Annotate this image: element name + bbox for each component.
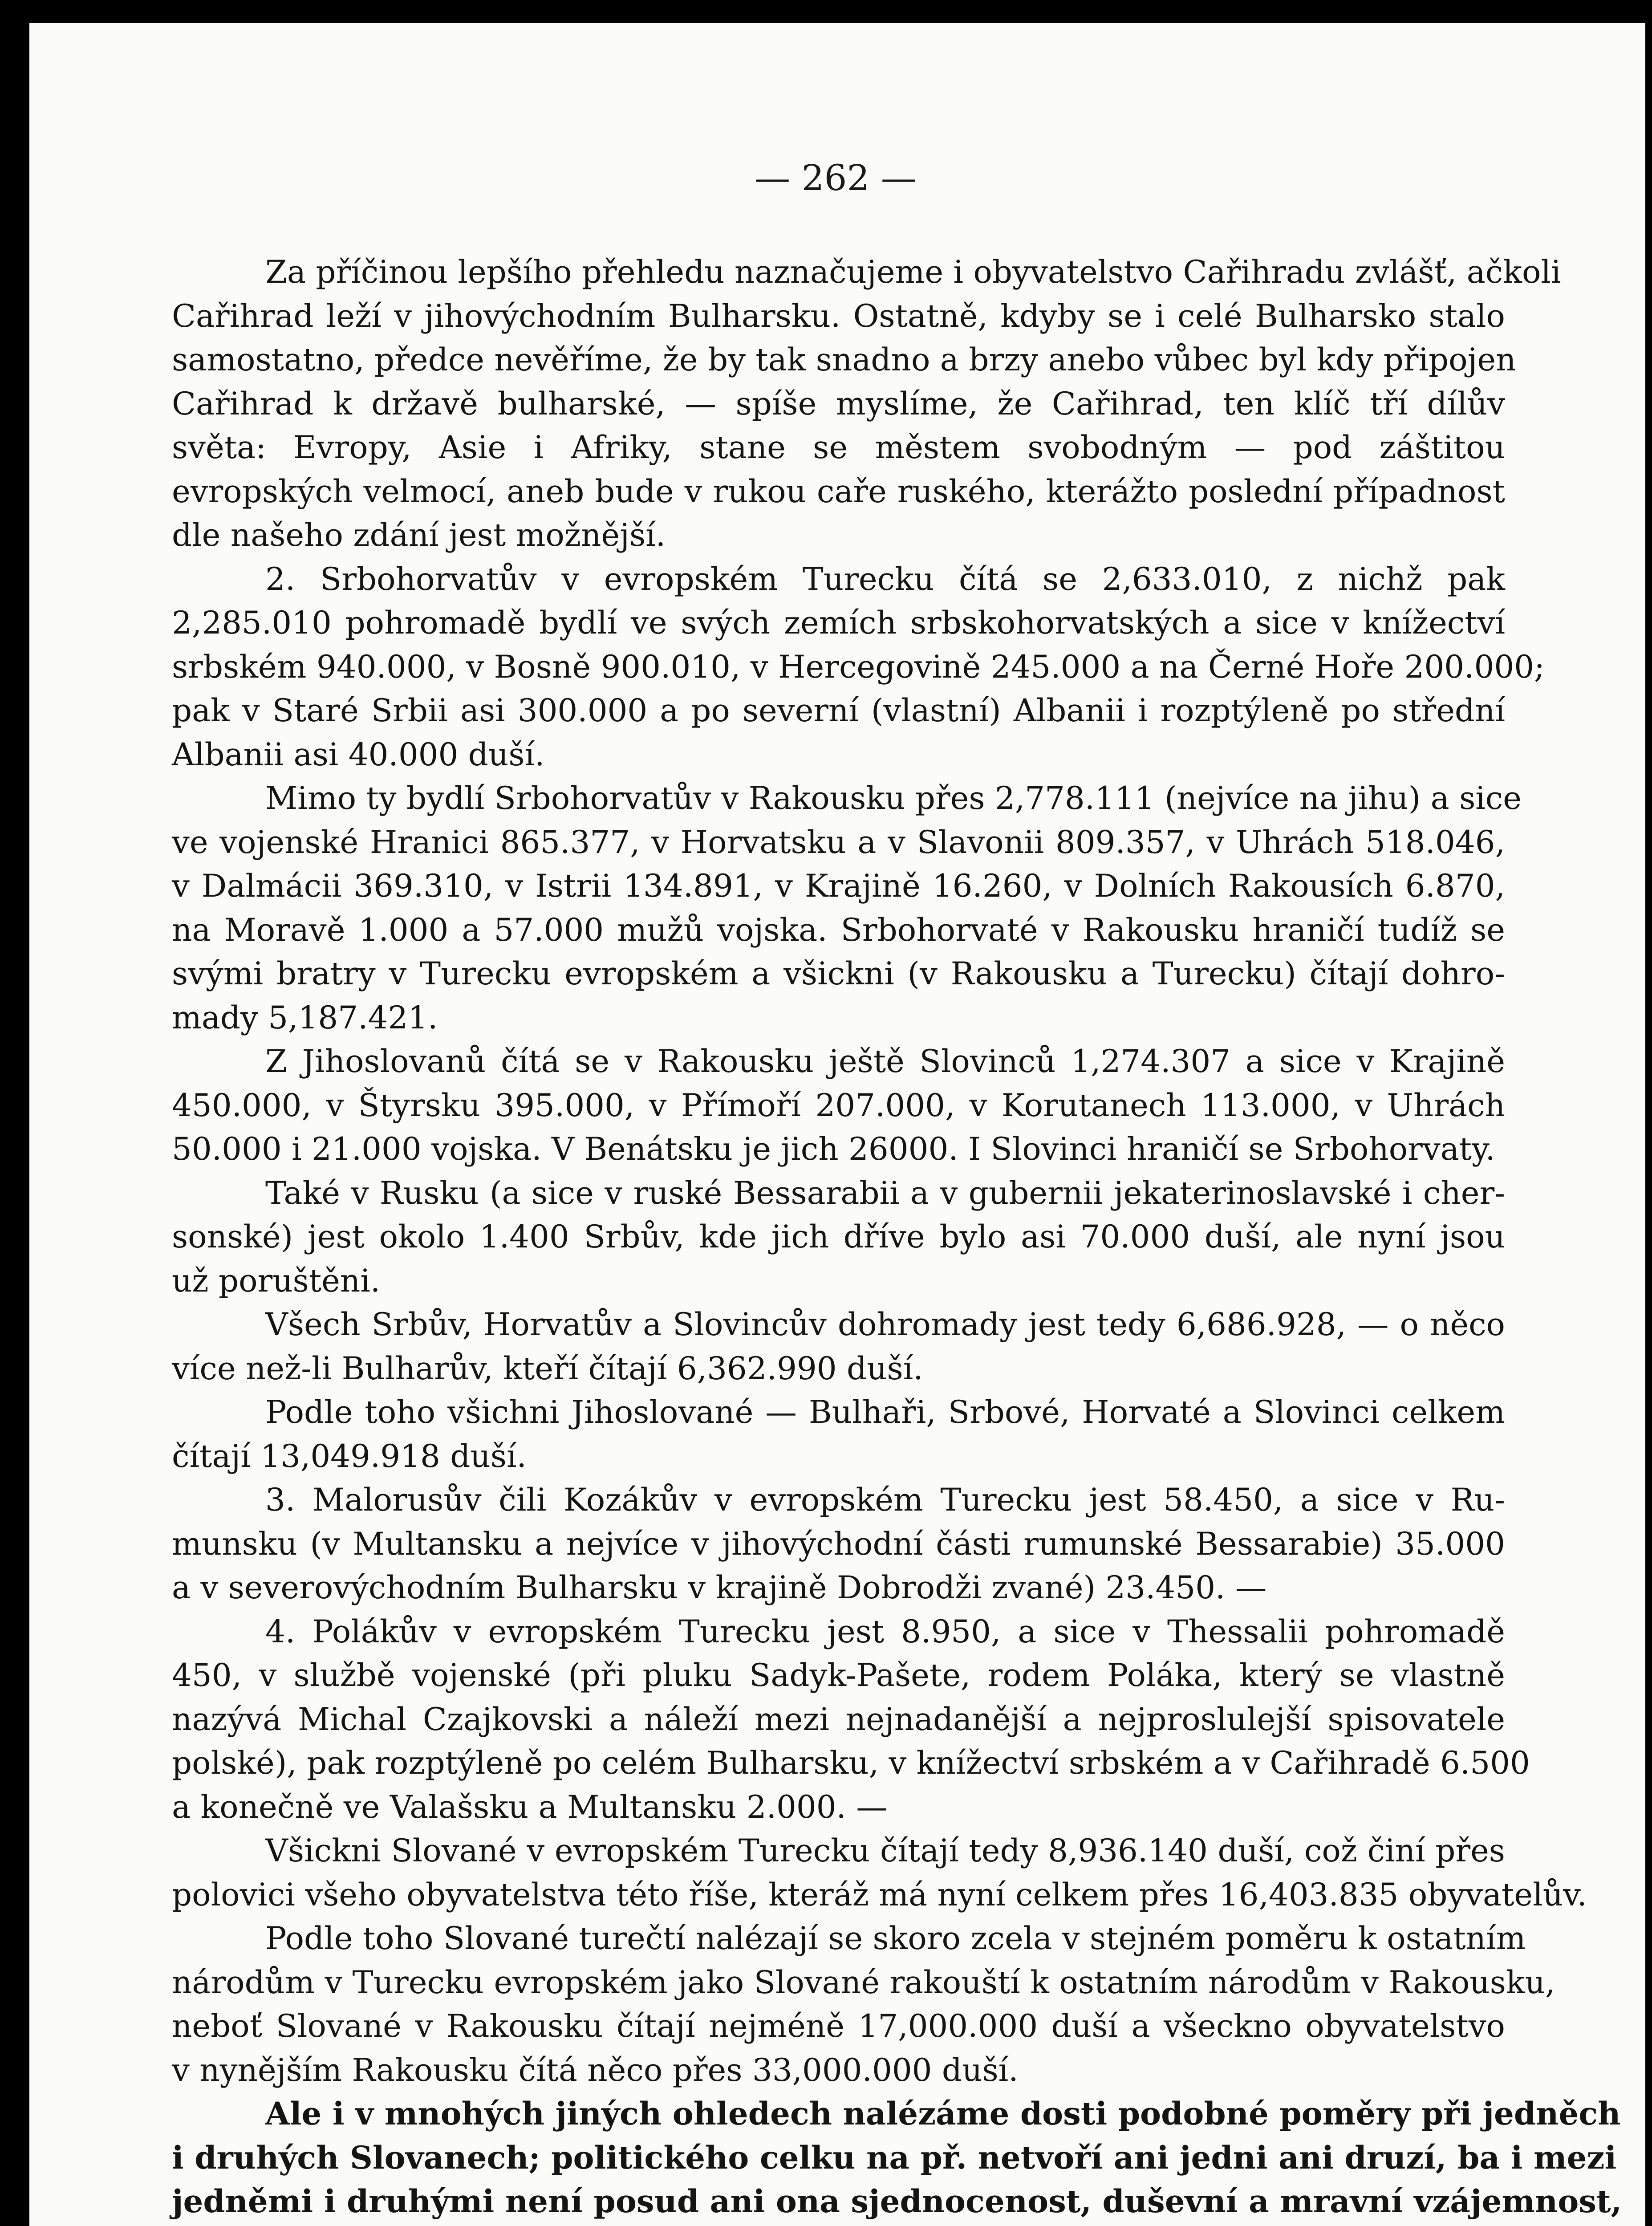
text-line: Z Jihoslovanů čítá se v Rakousku ještě Slovinců 1,274.307 a sice v Krajině: [265, 1043, 1505, 1080]
text-line: 2. Srbohorvatův v evropském Turecku čítá se 2,633.010, z nichž pak: [265, 561, 1505, 597]
text-line: mady 5,187.421.: [172, 999, 438, 1036]
text-line: jedněmi i druhými není posud ani ona sjednocenost, duševní a mravní vzájemnost,: [172, 2183, 1622, 2220]
text-line: 450, v službě vojenské (při pluku Sadyk-Pašete, rodem Poláka, který se vlastně: [172, 1657, 1505, 1694]
text-line: srbském 940.000, v Bosně 900.010, v Hercegovině 245.000 a na Černé Hoře 200.000;: [172, 648, 1545, 685]
paragraph-serbocroats: [172, 557, 1545, 777]
text-line: Za příčinou lepšího přehledu naznačujeme i obyvatelstvo Cařihradu zvlášť, ačkoli: [265, 254, 1561, 290]
text-line: [172, 2224, 1505, 2226]
paragraph-south-slavs: [172, 1390, 1505, 1478]
text-line: polovici všeho obyvatelstva této říše, kteráž má nyní celkem přes 16,403.835 obyvatelův.: [172, 1876, 1587, 1913]
text-line: Všickni Slované v evropském Turecku čítají tedy 8,936.140 duší, což činí přes: [265, 1832, 1505, 1869]
text-line: evropských velmocí, aneb bude v rukou caře ruského, kterážto poslední případnost: [172, 473, 1505, 510]
text-line: 2,285.010 pohromadě bydlí ve svých zemích srbskohorvatských a sice v knížectví: [172, 605, 1505, 641]
text-line: neboť Slované v Rakousku čítají nejméně 17,000.000 duší a všeckno obyvatelstvo: [172, 2008, 1505, 2044]
scan-border: [10, 5, 1642, 2226]
text-line: Cařihrad leží v jihovýchodním Bulharsku. Ostatně, kdyby se i celé Bulharsko stalo: [172, 297, 1505, 334]
text-line: na Moravě 1.000 a 57.000 mužů vojska. Srbohorvaté v Rakousku hraničí tudíž se: [172, 911, 1505, 948]
text-line: sonské) jest okolo 1.400 Srbův, kde jich dříve bylo asi 70.000 duší, ale nyní jsou: [172, 1219, 1505, 1255]
text-line: svými bratry v Turecku evropském a všickni (v Rakousku a Turecku) čítají dohro-: [172, 955, 1505, 992]
text-line: světa: Evropy, Asie i Afriky, stane se městem svobodným — pod záštitou: [172, 429, 1505, 466]
text-line: 4. Polákův v evropském Turecku jest 8.950, a sice v Thessalii pohromadě: [265, 1613, 1505, 1650]
text-line: národům v Turecku evropském jako Slované rakouští k ostatním národům v Rakousku,: [172, 1964, 1555, 2001]
text-line: Také v Rusku (a sice v ruské Bessarabii a v gubernii jekaterinoslavské i cher-: [265, 1174, 1505, 1211]
text-line: ve vojenské Hranici 865.377, v Horvatsku a v Slavonii 809.357, v Uhrách 518.046,: [172, 824, 1505, 861]
text-line: Mimo ty bydlí Srbohorvatův v Rakousku přes 2,778.111 (nejvíce na jihu) a sice: [265, 780, 1522, 816]
text-line: 450.000, v Štyrsku 395.000, v Přímoří 207.000, v Korutanech 113.000, v Uhrách: [172, 1087, 1505, 1124]
text-line: Cařihrad k državě bulharské, — spíše myslíme, že Cařihrad, ten klíč tří dílův: [172, 385, 1505, 422]
paragraph-slovenes: [172, 1040, 1505, 1171]
paragraph-ruthenians: [172, 1478, 1505, 1610]
page-number: — 262 —: [755, 157, 917, 199]
text-line: munsku (v Multansku a nejvíce v jihovýchodní části rumunské Bessarabie) 35.000: [172, 1525, 1505, 1562]
paragraph-comparison: [172, 1917, 1555, 2092]
text-line: Albanii asi 40.000 duší.: [172, 736, 545, 773]
paragraph-serbocroats-austria: [172, 776, 1522, 1040]
text-line: v nynějším Rakousku čítá něco přes 33,000.000 duší.: [172, 2051, 1019, 2088]
text-line: v Dalmácii 369.310, v Istrii 134.891, v Krajině 16.260, v Dolních Rakousích 6.870,: [172, 868, 1505, 904]
text-line: Ale i v mnohých jiných ohledech nalézáme dosti podobné poměry při jedněch: [265, 2095, 1621, 2132]
text-line: už poruštěni.: [172, 1262, 381, 1299]
text-line: pak v Staré Srbii asi 300.000 a po severní (vlastní) Albanii i rozptýleně po střední: [172, 692, 1505, 729]
paragraph-russia: [172, 1171, 1505, 1303]
text-line: Podle toho Slované turečtí nalézají se skoro zcela v stejném poměru k ostatním: [265, 1920, 1526, 1957]
text-line: polské), pak rozptýleně po celém Bulharsku, v knížectví srbském a v Cařihradě 6.500: [172, 1745, 1530, 1781]
text-line: Všech Srbův, Horvatův a Slovincův dohromady jest tedy 6,686.928, — o něco: [265, 1306, 1505, 1343]
text-line: 3. Malorusův čili Kozákův v evropském Turecku jest 58.450, a sice v Ru-: [265, 1482, 1505, 1518]
text-line: čítají 13,049.918 duší.: [172, 1438, 527, 1475]
text-line: nazývá Michal Czajkovski a náleží mezi nejnadanější a nejproslulejší spisovatele: [172, 1701, 1505, 1738]
book-page: [29, 23, 1645, 2226]
paragraph-constantinople: [172, 250, 1561, 557]
text-line: a konečně ve Valašsku a Multansku 2.000. —: [172, 1788, 888, 1825]
text-line: a v severovýchodním Bulharsku v krajině Dobrodži zvané) 23.450. —: [172, 1569, 1267, 1606]
page-text: [172, 250, 1622, 2226]
text-line: dle našeho zdání jest možnější.: [172, 517, 666, 553]
text-line: 50.000 i 21.000 vojska. V Benátsku je jich 26000. I Slovinci hraničí se Srbohorvaty.: [172, 1131, 1495, 1167]
text-line: samostatno, předce nevěříme, že by tak snadno a brzy anebo vůbec byl kdy připojen: [172, 341, 1516, 378]
paragraph-all-slavs: [172, 1829, 1587, 1917]
text-line: Podle toho všichni Jihoslované — Bulhaři, Srbové, Horvaté a Slovinci celkem: [265, 1394, 1505, 1430]
paragraph-totals-south: [172, 1303, 1505, 1390]
paragraph-conclusion: [172, 2092, 1622, 2226]
text-line: více než-li Bulharův, kteří čítají 6,362.990 duší.: [172, 1350, 923, 1387]
paragraph-poles: [172, 1610, 1530, 1829]
text-line: i druhých Slovanech; politického celku na př. netvoří ani jedni ani druzí, ba i mezi: [172, 2139, 1617, 2176]
